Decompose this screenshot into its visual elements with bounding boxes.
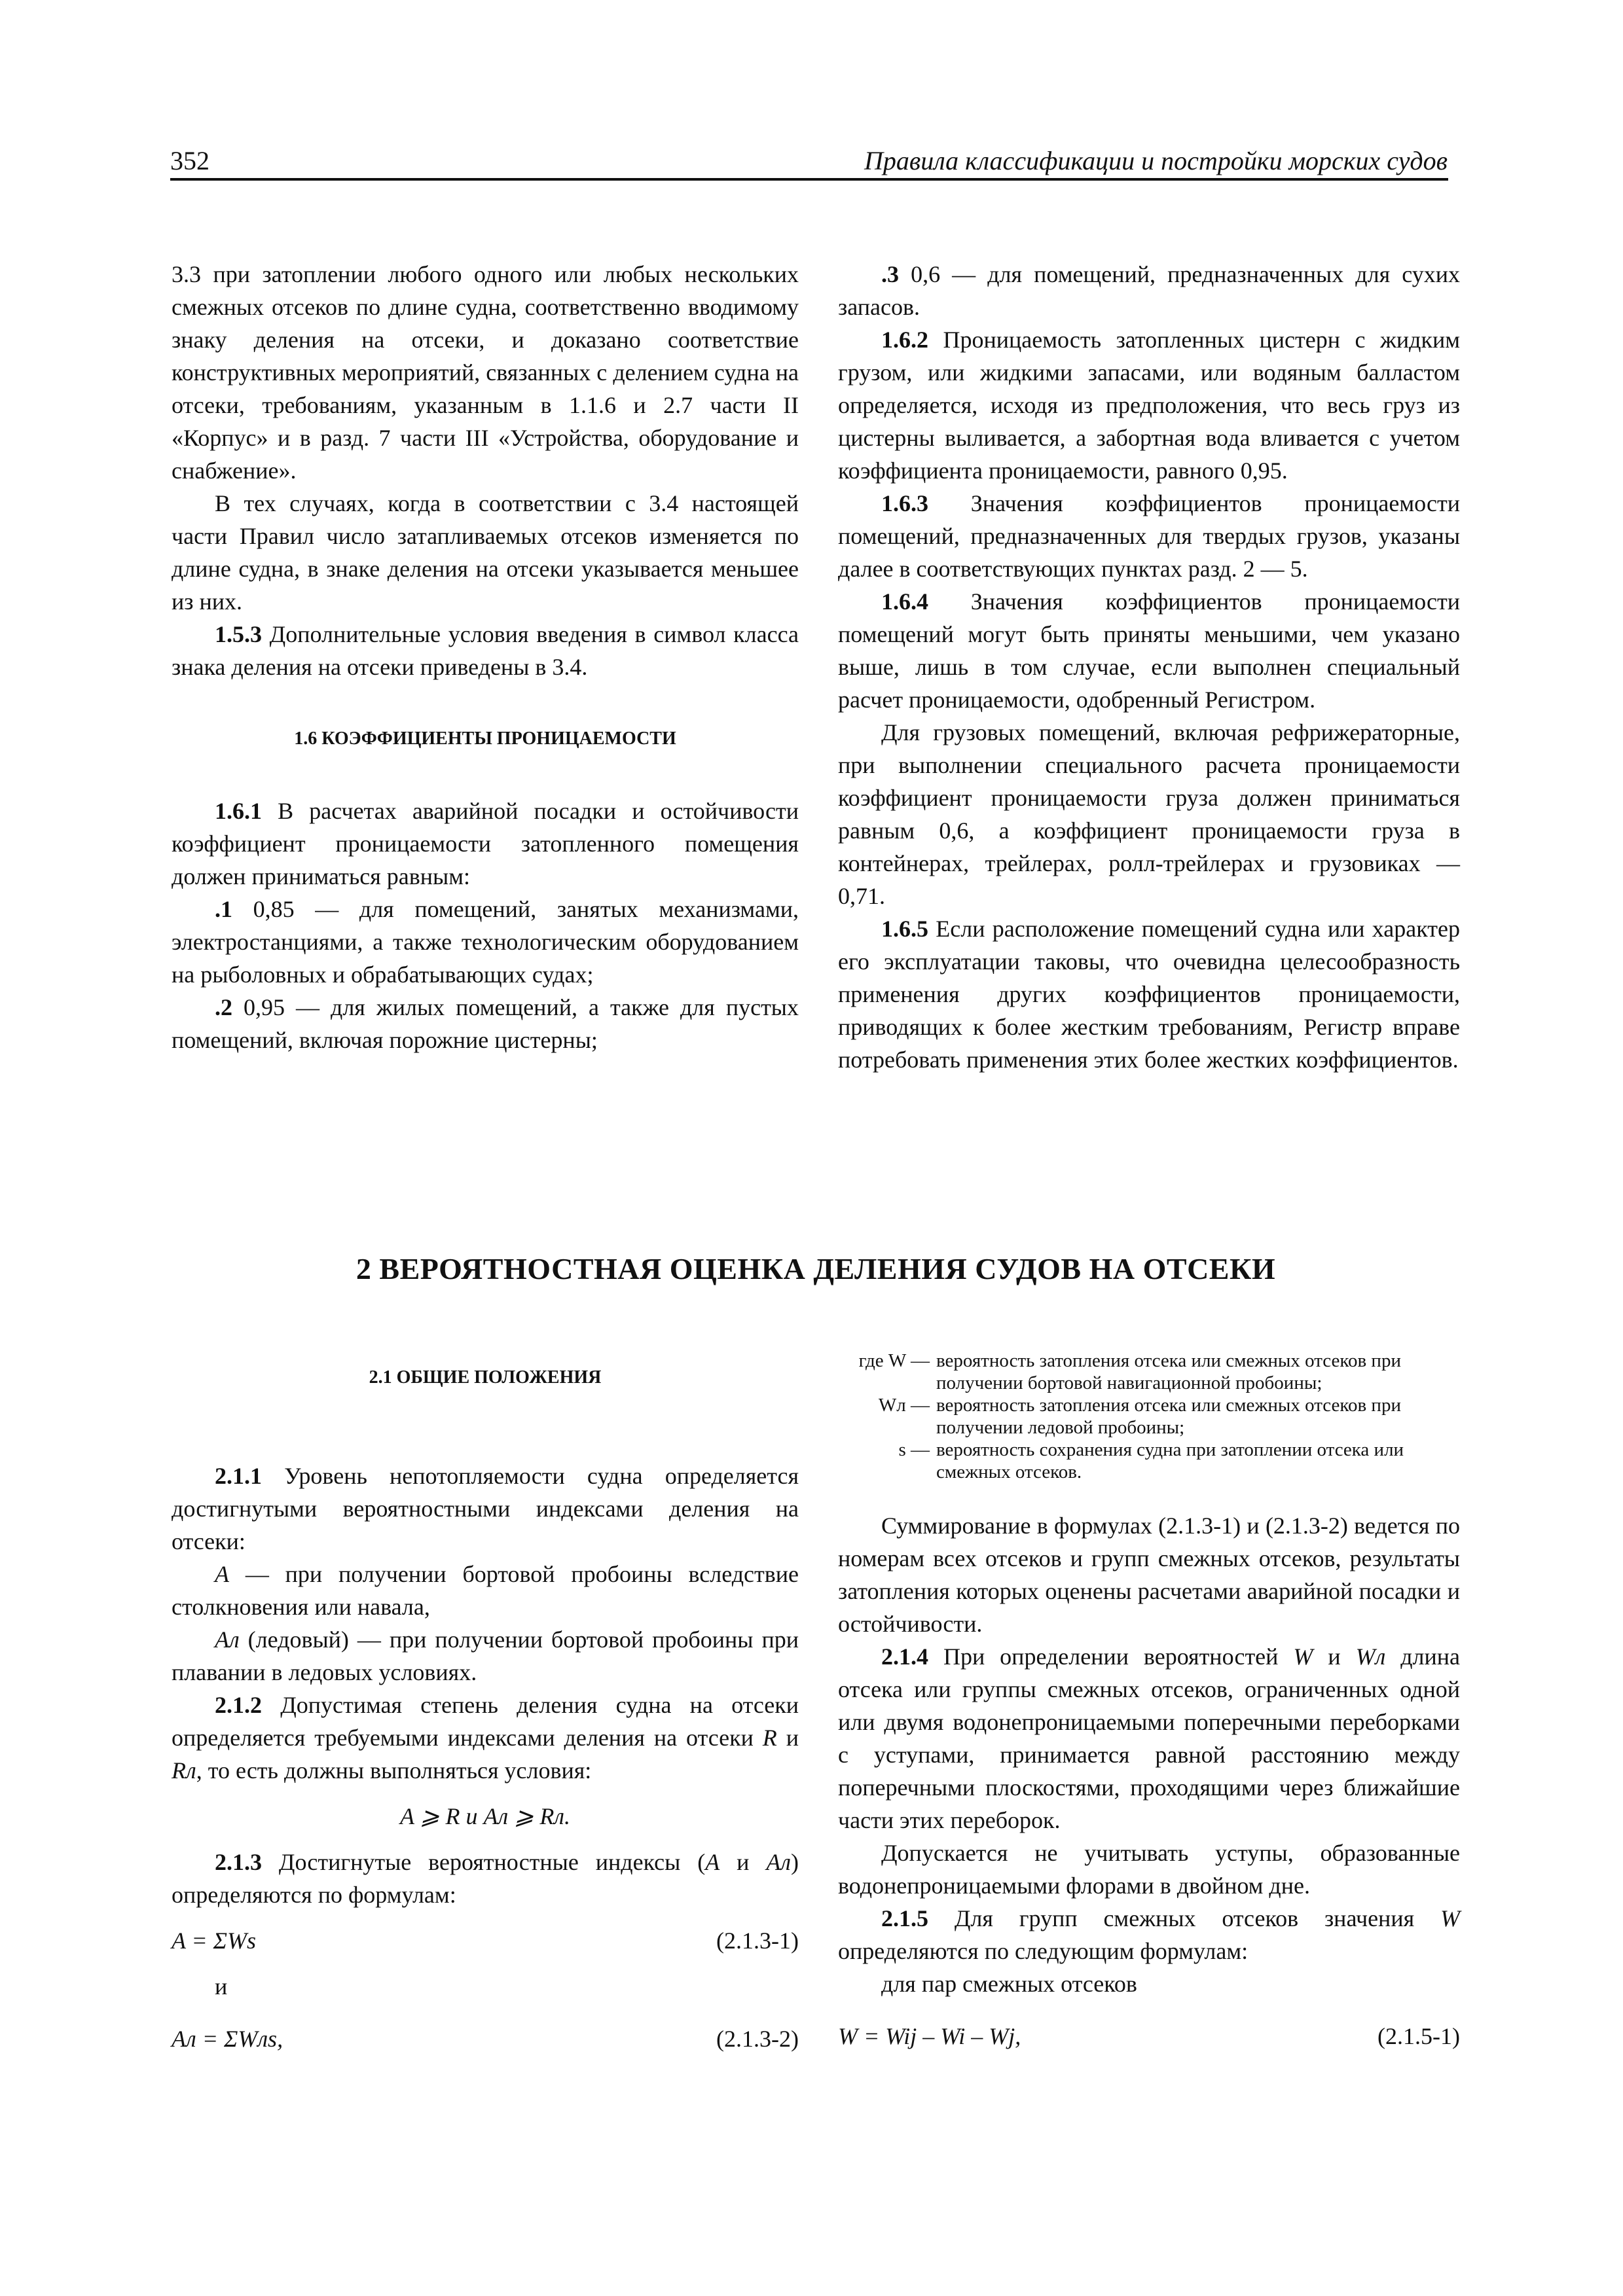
clause-number: 1.6.3 bbox=[881, 490, 928, 516]
symbol: Aл bbox=[215, 1626, 240, 1653]
paragraph-text: Значения коэффициентов проницаемости помещений могут быть приняты меньшими, чем указано выше, лишь в том случае, если выполнен специальный расчет проницаемости, одобренный Регистром. bbox=[838, 588, 1460, 713]
paragraph-text: (ледовый) — при получении бортовой пробоины при плавании в ледовых условиях. bbox=[172, 1626, 799, 1685]
clause-number: .1 bbox=[215, 896, 232, 922]
clause-number: 2.1.2 bbox=[215, 1692, 262, 1718]
legend-key: s — bbox=[898, 1439, 930, 1460]
paragraph bbox=[172, 1558, 799, 1623]
formula: Aл = ΣWлs, bbox=[172, 2026, 283, 2052]
paragraph-text: Уровень непотопляемости судна определяется достигнутыми вероятностными индексами деления на отсеки: bbox=[172, 1463, 799, 1554]
paragraph bbox=[172, 1846, 799, 1911]
paragraph-text: Значения коэффициентов проницаемости помещений, предназначенных для твердых грузов, указаны далее в соответствующих пунктах разд. 2 — 5. bbox=[838, 490, 1460, 582]
chapter-title: 2 ВЕРОЯТНОСТНАЯ ОЦЕНКА ДЕЛЕНИЯ СУДОВ НА ОТСЕКИ bbox=[356, 1252, 1276, 1285]
spacer bbox=[838, 1483, 1460, 1509]
left-column-bottom bbox=[172, 1361, 799, 2055]
clause-number: 1.6.1 bbox=[215, 798, 262, 824]
paragraph bbox=[838, 1902, 1460, 1967]
symbol: W bbox=[1293, 1643, 1313, 1670]
paragraph bbox=[172, 991, 799, 1056]
clause-number: 2.1.1 bbox=[215, 1463, 262, 1489]
paragraph bbox=[172, 618, 799, 683]
formula-row bbox=[172, 2022, 799, 2055]
paragraph bbox=[838, 258, 1460, 323]
symbol: Wл bbox=[1355, 1643, 1386, 1670]
paragraph-text: Проницаемость затопленных цистерн с жидким грузом, или жидкими запасами, или водяным балластом определяется, исходя из предположения, что весь груз из цистерны выливается, а забортная вода вливается с учетом коэффициента проницаемости, равного 0,95. bbox=[838, 327, 1460, 484]
formula: A = ΣWs bbox=[172, 1928, 257, 1954]
paragraph-text: 0,6 — для помещений, предназначенных для сухих запасов. bbox=[838, 261, 1460, 320]
clause-number: .3 bbox=[881, 261, 899, 287]
section-heading: 2.1 ОБЩИЕ ПОЛОЖЕНИЯ bbox=[369, 1367, 602, 1388]
clause-number: 2.1.3 bbox=[215, 1849, 262, 1875]
symbol: A bbox=[705, 1849, 720, 1875]
equation-number: (2.1.5-1) bbox=[1377, 2023, 1460, 2049]
paragraph-text: В расчетах аварийной посадки и остойчивости коэффициент проницаемости затопленного помещения должен приниматься равным: bbox=[172, 798, 799, 889]
paragraph-text: длина отсека или группы смежных отсеков, ограниченных одной или двумя водонепроницаемыми поперечными переборками с уступами, принимается равной расстоянию между поперечными плоскостями, проходящими через ближайшие части этих переборок. bbox=[838, 1643, 1461, 1833]
paragraph bbox=[838, 585, 1460, 716]
header-rule bbox=[170, 178, 1448, 181]
legend bbox=[838, 1350, 1460, 1483]
paragraph-text: , то есть должны выполняться условия: bbox=[196, 1757, 592, 1784]
paragraph-text: Допустимая степень деления судна на отсеки определяется требуемыми индексами деления на отсеки bbox=[172, 1692, 799, 1751]
paragraph: Допускается не учитывать уступы, образованные водонепроницаемыми флорами в двойном дне. bbox=[838, 1840, 1460, 1899]
paragraph-text: и bbox=[1313, 1643, 1356, 1670]
spacer bbox=[172, 1433, 799, 1460]
clause-number: 2.1.5 bbox=[881, 1905, 928, 1931]
paragraph-text: ) определяются по формулам: bbox=[172, 1849, 799, 1908]
paragraph-text: Достигнутые вероятностные индексы ( bbox=[262, 1849, 706, 1875]
paragraph bbox=[838, 1640, 1460, 1837]
paragraph bbox=[172, 1460, 799, 1558]
legend-key: где W — bbox=[858, 1350, 930, 1371]
paragraph-text: и bbox=[720, 1849, 767, 1875]
legend-text: вероятность затопления отсека или смежных отсеков при получении ледовой пробоины; bbox=[936, 1395, 1401, 1438]
paragraph-text: 0,85 — для помещений, занятых механизмами, электростанциями, а также технологическим оборудованием на рыболовных и обрабатывающих судах; bbox=[172, 896, 799, 988]
legend-text: вероятность сохранения судна при затоплении отсека или смежных отсеков. bbox=[936, 1439, 1404, 1482]
clause-number: 1.6.4 bbox=[881, 588, 928, 615]
paragraph: для пар смежных отсеков bbox=[881, 1971, 1137, 1997]
legend-row bbox=[838, 1394, 1460, 1439]
paragraph-text: и bbox=[776, 1725, 799, 1751]
paragraph: 3.3 при затоплении любого одного или любых нескольких смежных отсеков по длине судна, соответственно вводимому знаку деления на отсеки, и доказано соответствие конструктивных мероприятий, связанных с делением судна на отсеки, требованиям, указанным в 1.1.6 и 2.7 части II «Корпус» и в разд. 7 части III «Устройства, оборудование и снабжение». bbox=[172, 261, 799, 484]
legend-key: Wл — bbox=[878, 1395, 930, 1416]
paragraph bbox=[172, 1689, 799, 1787]
legend-text: вероятность затопления отсека или смежных отсеков при получении бортовой навигационной пробоины; bbox=[936, 1350, 1401, 1393]
paragraph bbox=[838, 487, 1460, 585]
spacer bbox=[172, 683, 799, 723]
formula-row bbox=[838, 2020, 1460, 2053]
condition-formula: A ⩾ R и Aл ⩾ Rл. bbox=[399, 1803, 571, 1829]
symbol: W bbox=[1440, 1905, 1460, 1931]
right-column-top bbox=[838, 258, 1460, 1076]
paragraph-text: При определении вероятностей bbox=[928, 1643, 1294, 1670]
paragraph: В тех случаях, когда в соответствии с 3.4 настоящей части Правил число затапливаемых отсеков изменяется по длине судна, в знаке деления на отсеки указывается меньшее из них. bbox=[172, 490, 799, 615]
legend-row bbox=[838, 1350, 1460, 1394]
symbol: R bbox=[762, 1725, 777, 1751]
clause-number: 1.6.5 bbox=[881, 916, 928, 942]
paragraph-text: Для групп смежных отсеков значения bbox=[928, 1905, 1440, 1931]
paragraph: Для грузовых помещений, включая рефрижераторные, при выполнении специального расчета проницаемости коэффициент проницаемости груза должен приниматься равным 0,6, а коэффициент проницаемости груза в контейнерах, трейлерах, ролл-трейлерах и грузовиках — 0,71. bbox=[838, 719, 1460, 909]
left-column-top bbox=[172, 258, 799, 1056]
paragraph-text: Если расположение помещений судна или характер его эксплуатации таковы, что очевидна целесообразность применения других коэффициентов проницаемости, приводящих к более жестким требованиям, Регистр вправе потребовать применения этих более жестких коэффициентов. bbox=[838, 916, 1460, 1073]
section-heading: 1.6 КОЭФФИЦИЕНТЫ ПРОНИЦАЕМОСТИ bbox=[294, 728, 676, 749]
page-number: 352 bbox=[170, 146, 210, 175]
spacer bbox=[172, 755, 799, 795]
formula: W = Wij – Wi – Wj, bbox=[838, 2023, 1021, 2049]
paragraph bbox=[172, 1623, 799, 1689]
right-column-bottom bbox=[838, 1350, 1460, 2053]
running-title: Правила классификации и постройки морских судов bbox=[864, 146, 1448, 175]
formula-row bbox=[172, 1924, 799, 1957]
paragraph: и bbox=[215, 1973, 228, 2000]
symbol: Aл bbox=[766, 1849, 791, 1875]
legend-row bbox=[838, 1439, 1460, 1483]
clause-number: .2 bbox=[215, 994, 232, 1020]
paragraph bbox=[838, 323, 1460, 487]
paragraph bbox=[838, 912, 1460, 1076]
symbol: A bbox=[215, 1561, 229, 1587]
paragraph: Суммирование в формулах (2.1.3-1) и (2.1.3-2) ведется по номерам всех отсеков и групп смежных отсеков, результаты затопления которых оценены расчетами аварийной посадки и остойчивости. bbox=[838, 1513, 1460, 1637]
spacer bbox=[172, 1394, 799, 1433]
paragraph bbox=[172, 795, 799, 893]
clause-number: 2.1.4 bbox=[881, 1643, 928, 1670]
equation-number: (2.1.3-2) bbox=[716, 2026, 799, 2052]
paragraph-text: определяются по следующим формулам: bbox=[838, 1938, 1249, 1964]
clause-number: 1.5.3 bbox=[215, 621, 262, 647]
clause-number: 1.6.2 bbox=[881, 327, 928, 353]
paragraph-text: 0,95 — для жилых помещений, а также для пустых помещений, включая порожние цистерны; bbox=[172, 994, 799, 1053]
paragraph bbox=[172, 893, 799, 991]
paragraph-text: Дополнительные условия введения в символ класса знака деления на отсеки приведены в 3.4. bbox=[172, 621, 799, 680]
equation-number: (2.1.3-1) bbox=[716, 1928, 799, 1954]
symbol: Rл bbox=[172, 1757, 196, 1784]
paragraph-text: — при получении бортовой пробоины вследствие столкновения или навала, bbox=[172, 1561, 799, 1620]
